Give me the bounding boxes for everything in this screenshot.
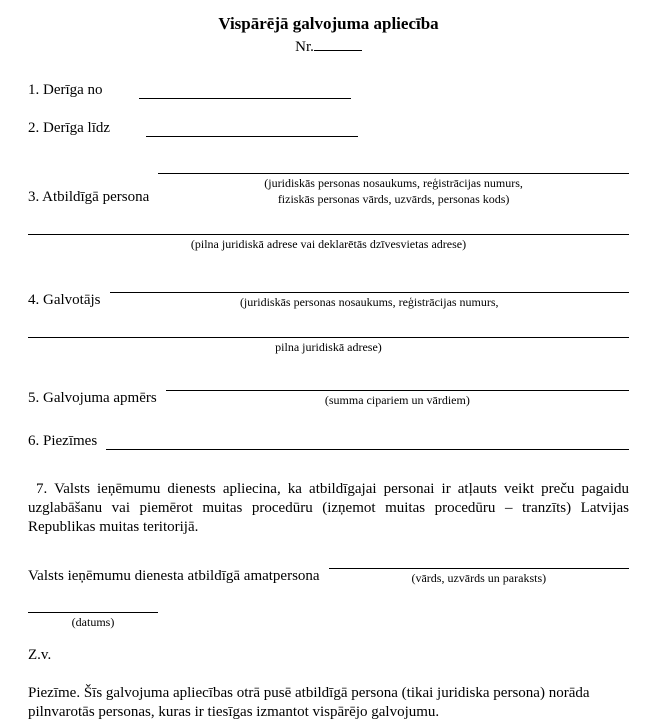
guarantee-amount-blank-line [166, 375, 629, 391]
notes-blank-line [106, 434, 629, 450]
date-blank-line [28, 597, 158, 613]
paragraph-7: 7. Valsts ieņēmumu dienests apliecina, ka atbildīgajai personai ir atļauts veikt preču pagaidu uzglabāšanu vai piemērot muitas procedūru (izņemot muitas procedūru – tranzīts) Latvijas Republikas muitas teritorijā. [28, 481, 629, 535]
field-valid-until [28, 120, 629, 137]
valid-from-blank-line [139, 83, 351, 99]
notes-label: 6. Piezīmes [28, 433, 98, 449]
document-title: Vispārējā galvojuma apliecība [218, 14, 439, 33]
number-label: Nr. [295, 39, 314, 55]
responsible-person-fill [158, 158, 629, 206]
seal-label: Z.v. [28, 647, 52, 663]
field-guarantee-amount [28, 375, 629, 407]
guarantor-address-block [28, 322, 629, 354]
official-label: Valsts ieņēmumu dienesta atbildīgā amatpersona [28, 568, 320, 584]
guarantee-amount-caption: (summa cipariem un vārdiem) [324, 393, 470, 407]
date-caption: (datums) [71, 615, 115, 629]
field-notes [28, 433, 629, 450]
field-date [28, 597, 158, 629]
valid-from-label: 1. Derīga no [28, 82, 103, 98]
responsible-person-caption-1: (juridiskās personas nosaukums, reģistrācijas numurs, [264, 176, 523, 190]
guarantor-fill [110, 277, 630, 309]
guarantor-address-caption: pilna juridiskā adrese) [275, 340, 382, 354]
guarantor-blank-line [110, 277, 630, 293]
field-official [28, 553, 629, 585]
valid-until-blank-line [146, 121, 358, 137]
guarantor-caption: (juridiskās personas nosaukums, reģistrācijas numurs, [239, 295, 499, 309]
responsible-person-address-block [28, 219, 629, 251]
responsible-person-caption-2: fiziskās personas vārds, uzvārds, personas kods) [277, 192, 510, 206]
official-caption: (vārds, uzvārds un paraksts) [411, 571, 547, 585]
guarantee-amount-label: 5. Galvojuma apmērs [28, 390, 157, 406]
number-blank-line [314, 37, 362, 51]
field-responsible-person [28, 158, 629, 206]
bottom-note: Piezīme. Šīs galvojuma apliecības otrā pusē atbildīgā persona (tikai juridiska persona) norāda pilnvarotās personas, kuras ir tiesīgas izmantot vispārējo galvojumu. [28, 685, 590, 720]
number-row [28, 37, 629, 56]
guarantor-label: 4. Galvotājs [28, 292, 101, 308]
valid-until-label: 2. Derīga līdz [28, 120, 111, 136]
official-fill [329, 553, 629, 585]
responsible-person-label: 3. Atbildīgā persona [28, 189, 150, 205]
responsible-person-blank-line [158, 158, 629, 174]
responsible-person-address-caption: (pilna juridiskā adrese vai deklarētās dzīvesvietas adrese) [190, 237, 467, 251]
guarantee-amount-fill [166, 375, 629, 407]
field-valid-from [28, 82, 629, 99]
official-signature-blank-line [329, 553, 629, 569]
notes-fill [106, 434, 629, 450]
field-guarantor [28, 277, 629, 309]
guarantor-address-blank-line [28, 322, 629, 338]
responsible-person-address-blank-line [28, 219, 629, 235]
